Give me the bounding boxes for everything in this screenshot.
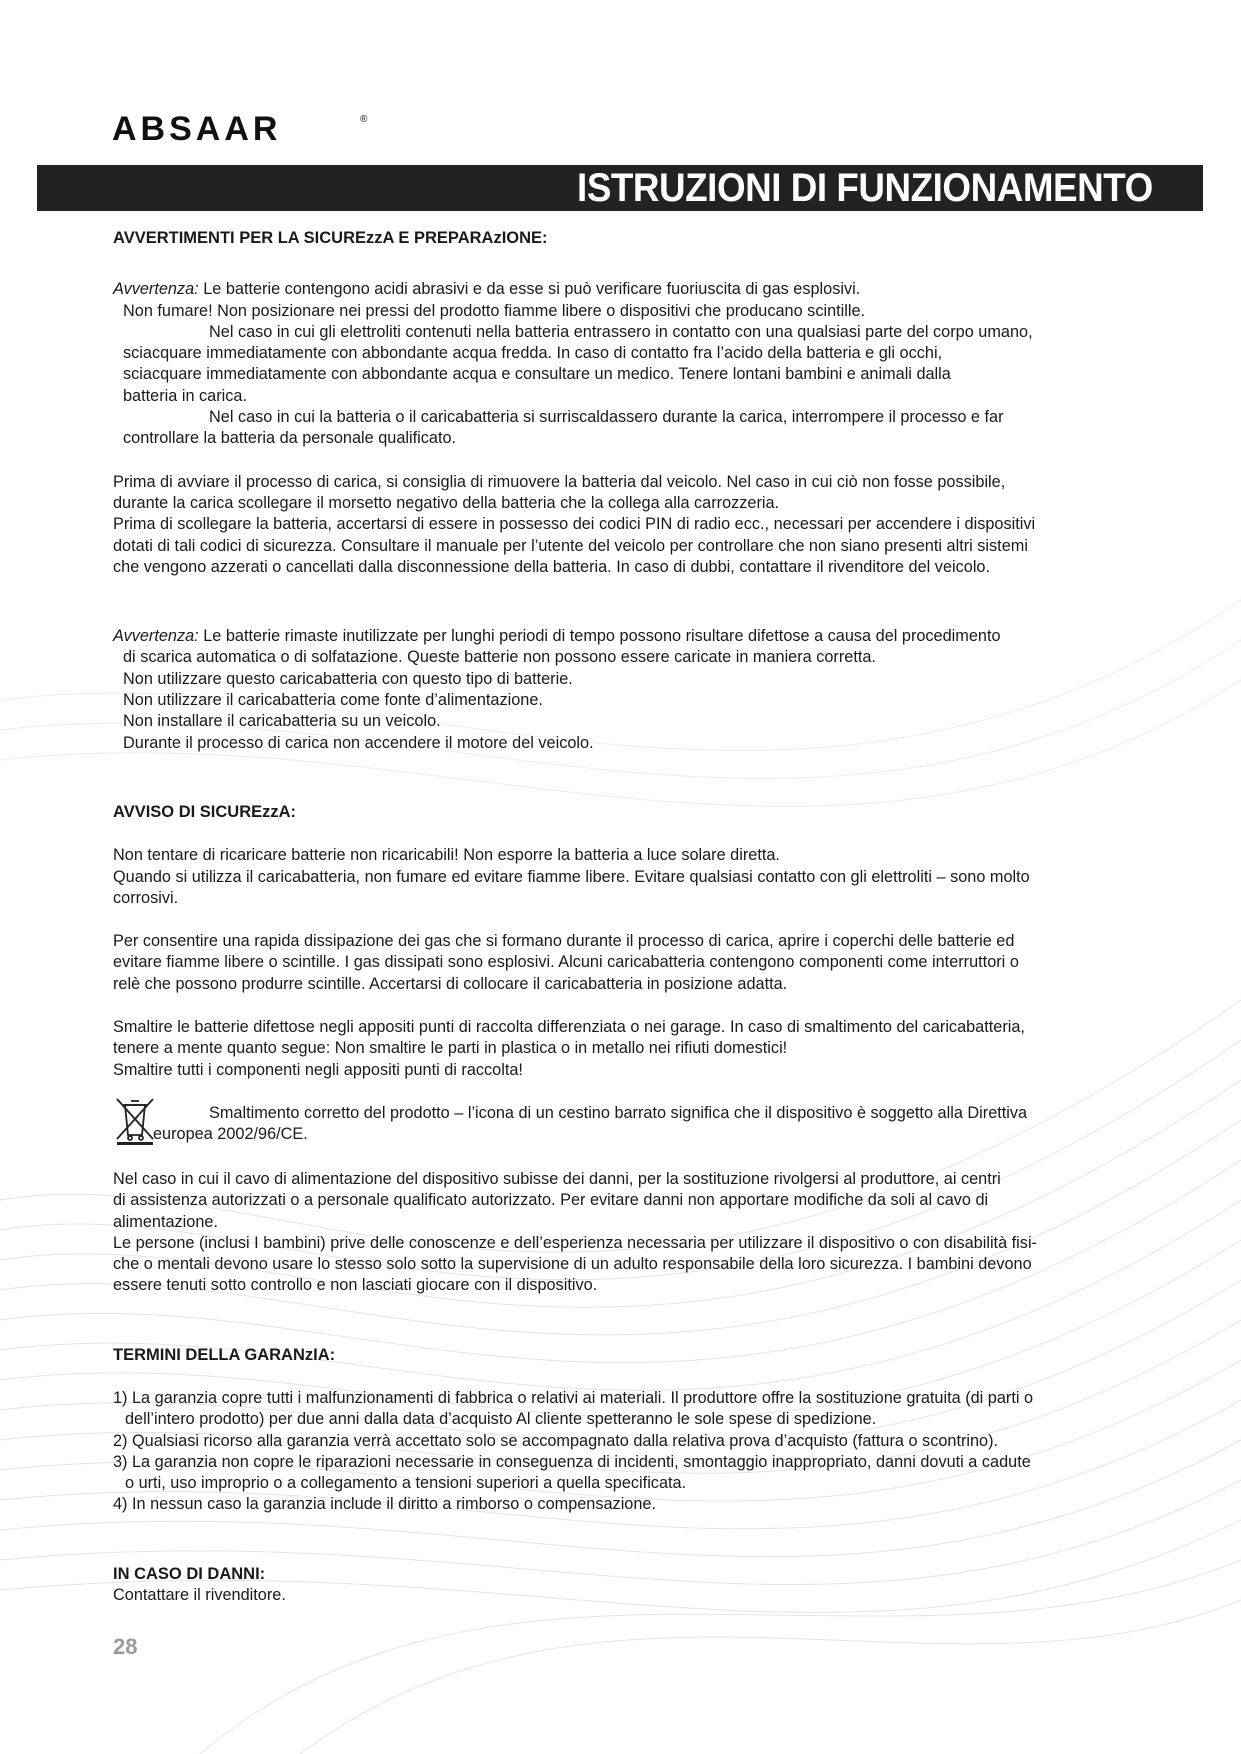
text-line: corrosivi.	[113, 888, 179, 907]
text-line: Prima di scollegare la batteria, accertarsi di essere in possesso dei codici PIN di radio ecc., necessari per accendere i dispositivi	[113, 515, 1036, 534]
text-line: Nel caso in cui il cavo di alimentazione del dispositivo subisse dei danni, per la sostituzione rivolgersi al produttore, ai centri	[113, 1169, 1001, 1188]
list-item: 3) La garanzia non copre le riparazioni necessarie in conseguenza di incidenti, smontaggio inappropriato, danni dovuti a cadute	[113, 1452, 1031, 1471]
section-heading-safety-notice: AVVISO DI SICUREzzA:	[113, 802, 297, 821]
text-line: Le persone (inclusi I bambini) prive delle conoscenze e dell’esperienza necessaria per utilizzare il dispositivo o con disabilità fisi-	[113, 1233, 1037, 1252]
section-heading-damage: IN CASO DI DANNI:	[113, 1564, 266, 1583]
warning-paragraph-1: Avvertenza: Le batterie contengono acidi abrasivi e da esse si può verificare fuoriuscita di gas esplosivi.	[113, 280, 861, 299]
svg-text:ABSAAR: ABSAAR	[112, 112, 282, 142]
list-item: 1) La garanzia copre tutti i malfunzionamenti di fabbrica o relativi ai materiali. Il produttore offre la sostituzione gratuita (di parti o	[113, 1388, 1034, 1407]
weee-disposal-notice	[113, 1103, 1133, 1147]
text-line: evitare fiamme libere o scintille. I gas dissipati sono esplosivi. Alcuni caricabatteria contengono componenti come interruttori o	[113, 953, 1019, 972]
text-line: batteria in carica.	[123, 386, 247, 405]
text-line: che vengono azzerati o cancellati dalla disconnessione della batteria. In caso di dubbi, contattare il rivenditore del veicolo.	[113, 557, 991, 576]
crossed-bin-icon	[113, 1095, 157, 1145]
text-line: Per consentire una rapida dissipazione dei gas che si formano durante il processo di carica, aprire i coperchi delle batterie ed	[113, 932, 1015, 951]
list-item: 4) In nessun caso la garanzia include il diritto a rimborso o compensazione.	[113, 1495, 656, 1514]
text-line: Nel caso in cui gli elettroliti contenuti nella batteria entrassero in contatto con una qualsiasi parte del corpo umano,	[209, 322, 1033, 341]
warning-paragraph-2: Avvertenza: Le batterie rimaste inutilizzate per lunghi periodi di tempo possono risultare difettose a causa del procedimento	[113, 627, 1001, 646]
absaar-logo	[112, 112, 372, 142]
text-line: alimentazione.	[113, 1212, 218, 1231]
text-line: tenere a mente quanto segue: Non smaltire le parti in plastica o in metallo nei rifiuti domestici!	[113, 1039, 788, 1058]
text-line: essere tenuti sotto controllo e non lasciati giocare con il dispositivo.	[113, 1276, 598, 1295]
text-line: Non utilizzare questo caricabatteria con questo tipo di batterie.	[123, 669, 573, 688]
text-line: sciacquare immediatamente con abbondante acqua fredda. In caso di contatto fra l’acido della batteria e gli occhi,	[123, 344, 943, 363]
text-line: Durante il processo di carica non accendere il motore del veicolo.	[123, 733, 594, 752]
page-title: ISTRUZIONI DI FUNZIONAMENTO	[577, 166, 1153, 210]
header-band	[37, 165, 1203, 211]
text-line: Non utilizzare il caricabatteria come fonte d’alimentazione.	[123, 691, 543, 710]
text-line: Quando si utilizza il caricabatteria, non fumare ed evitare fiamme libere. Evitare qualsiasi contatto con gli elettroliti – sono molto	[113, 867, 1030, 886]
text-line: durante la carica scollegare il morsetto negativo della batteria che la collega alla carrozzeria.	[113, 493, 780, 512]
document-body	[113, 228, 1133, 1606]
text-line: Nel caso in cui la batteria o il caricabatteria si surriscaldassero durante la carica, interrompere il processo e far	[209, 408, 1004, 427]
list-item: 2) Qualsiasi ricorso alla garanzia verrà accettato solo se accompagnato dalla relativa prova d’acquisto (fattura o scontrino).	[113, 1431, 999, 1450]
page-number: 28	[113, 1634, 138, 1659]
text-line: che o mentali devono usare lo stesso solo sotto la supervisione di un adulto responsabile della loro sicurezza. I bambini devono	[113, 1255, 1032, 1274]
text-line: dotati di tali codici di sicurezza. Consultare il manuale per l’utente del veicolo per controllare che non siano presenti altri sistemi	[113, 536, 1028, 555]
text-line: di assistenza autorizzati o a personale qualificato autorizzato. Per evitare danni non apportare modifiche da soli al cavo di	[113, 1191, 989, 1210]
text-line: relè che possono produrre scintille. Accertarsi di collocare il caricabatteria in posizione adatta.	[113, 974, 788, 993]
section-heading-safety: AVVERTIMENTI PER LA SICUREzzA E PREPARAzIONE:	[113, 229, 548, 247]
section-heading-warranty: TERMINI DELLA GARANzIA:	[113, 1345, 336, 1364]
text-line: Smaltire tutti i componenti negli appositi punti di raccolta!	[113, 1060, 523, 1079]
text-line: Non fumare! Non posizionare nei pressi del prodotto fiamme libere o dispositivi che producano scintille.	[123, 301, 866, 320]
text-line: Prima di avviare il processo di carica, si consiglia di rimuovere la batteria dal veicolo. Nel caso in cui ciò non fosse possibile,	[113, 472, 1006, 491]
text-line: Non tentare di ricaricare batterie non ricaricabili! Non esporre la batteria a luce solare diretta.	[113, 846, 780, 865]
text-line: Smaltire le batterie difettose negli appositi punti di raccolta differenziata o nei garage. In caso di smaltimento del caricabatteria,	[113, 1018, 1025, 1037]
text-line: di scarica automatica o di solfatazione. Queste batterie non possono essere caricate in maniera corretta.	[123, 648, 876, 667]
text-line: controllare la batteria da personale qualificato.	[123, 429, 457, 448]
text-line: Smaltimento corretto del prodotto – l’icona di un cestino barrato significa che il dispositivo è soggetto alla Direttiva	[209, 1103, 1028, 1122]
text-line: Non installare il caricabatteria su un veicolo.	[123, 712, 441, 731]
list-item-continuation: dell’intero prodotto) per due anni dalla data d’acquisto Al cliente spetteranno le sole spese di spedizione.	[125, 1410, 877, 1429]
text-line: sciacquare immediatamente con abbondante acqua e consultare un medico. Tenere lontani bambini e animali dalla	[123, 365, 951, 384]
list-item-continuation: o urti, uso improprio o a collegamento a tensioni superiori a quella specificata.	[125, 1474, 687, 1493]
text-line: Contattare il rivenditore.	[113, 1586, 286, 1605]
text-line: europea 2002/96/CE.	[153, 1125, 308, 1144]
svg-text:®: ®	[360, 114, 368, 125]
